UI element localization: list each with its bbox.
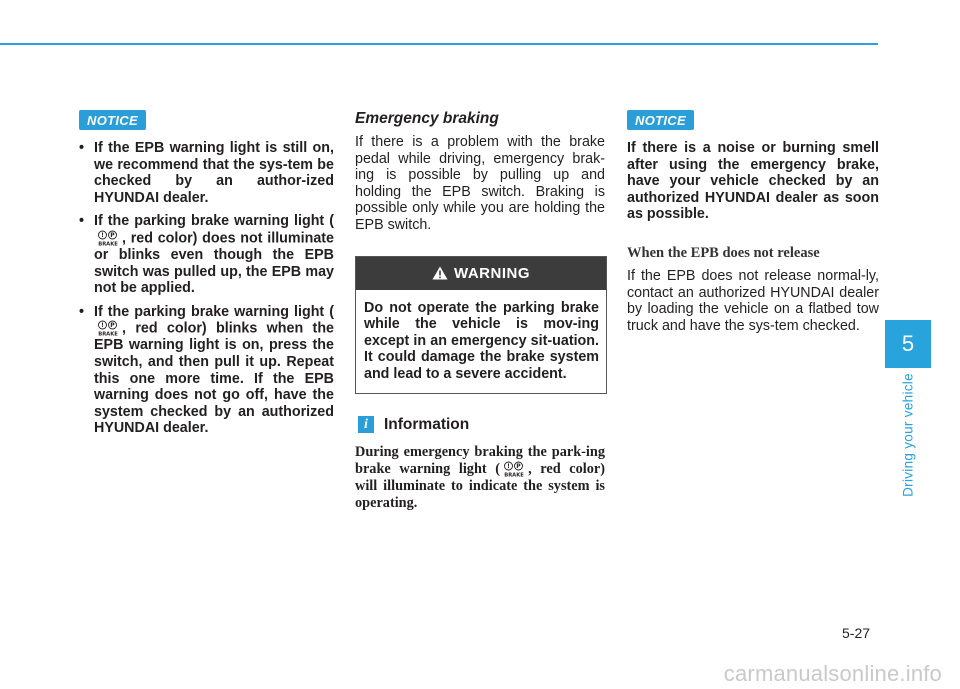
parking-brake-warning-icon (501, 461, 527, 478)
notice-text: If there is a noise or burning smell after using the emergency brake, have your vehicle checked by an authorized HYUNDAI dealer as soon as possible. (627, 140, 879, 223)
svg-text:P: P (110, 231, 115, 239)
section-heading: Emergency braking (355, 110, 499, 127)
parking-brake-warning-icon (95, 320, 121, 337)
column-middle (355, 110, 605, 512)
svg-text:P: P (516, 462, 521, 470)
svg-text:BRAKE: BRAKE (98, 331, 118, 338)
list-item: • If the parking brake warning light ( ! P BRAKE , red color) does not illuminate or blinks even though the EPB switch was pulled up, the EPB may not be applied. (79, 213, 334, 296)
page-number: 5-27 (842, 625, 871, 641)
notice-badge: NOTICE (79, 110, 146, 130)
warning-triangle-icon (432, 266, 448, 280)
list-item: • If the parking brake warning light ( ! P BRAKE , red color) blinks when the EPB warning light is on, press the switch, and then pull it up. Repeat this one more time. If the EPB warning does not go off, have the system checked by an authorized HYUNDAI dealer. (79, 304, 334, 437)
watermark: carmanualsonline.info (723, 661, 942, 686)
top-rule (0, 43, 878, 45)
svg-text:!: ! (507, 462, 510, 470)
svg-text:BRAKE: BRAKE (98, 241, 118, 247)
column-right (627, 110, 879, 334)
information-header (355, 416, 605, 434)
chapter-number-tab: 5 (885, 320, 931, 368)
svg-text:BRAKE: BRAKE (504, 472, 524, 478)
notice-bullets (79, 140, 334, 437)
information-title: Information (384, 415, 470, 433)
svg-text:P: P (110, 322, 115, 330)
warning-text: Do not operate the parking brake while the vehicle is mov-ing except in an emergency sit-uation. It could damage the brake system and lead to a severe accident. (364, 299, 599, 382)
warning-title: WARNING (454, 264, 530, 282)
svg-text:!: ! (101, 322, 104, 330)
information-text: During emergency braking the park-ing brake warning light ( ! P BRAKE , red color) will illuminate to indicate the system is operating. (355, 443, 606, 511)
subheading: When the EPB does not release (627, 244, 820, 261)
notice-badge: NOTICE (627, 110, 694, 130)
column-left (79, 110, 334, 444)
chapter-title: Driving your vehicle (900, 373, 916, 497)
warning-box (355, 256, 607, 394)
body-paragraph: If there is a problem with the brake pedal while driving, emergency brak-ing is possible by pulling up and holding the EPB switch. Braking is possible only while you are holding the EPB switch. (355, 134, 605, 233)
body-paragraph: If the EPB does not release normal-ly, contact an authorized HYUNDAI dealer by loading the vehicle on a flatbed tow truck and have the sys-tem checked. (627, 267, 879, 334)
warning-header (356, 257, 606, 290)
info-icon: i (358, 416, 374, 433)
svg-text:!: ! (101, 231, 104, 239)
list-item: • If the EPB warning light is still on, we recommend that the sys-tem be checked by an author-ized HYUNDAI dealer. (79, 140, 334, 206)
parking-brake-warning-icon (95, 230, 121, 247)
